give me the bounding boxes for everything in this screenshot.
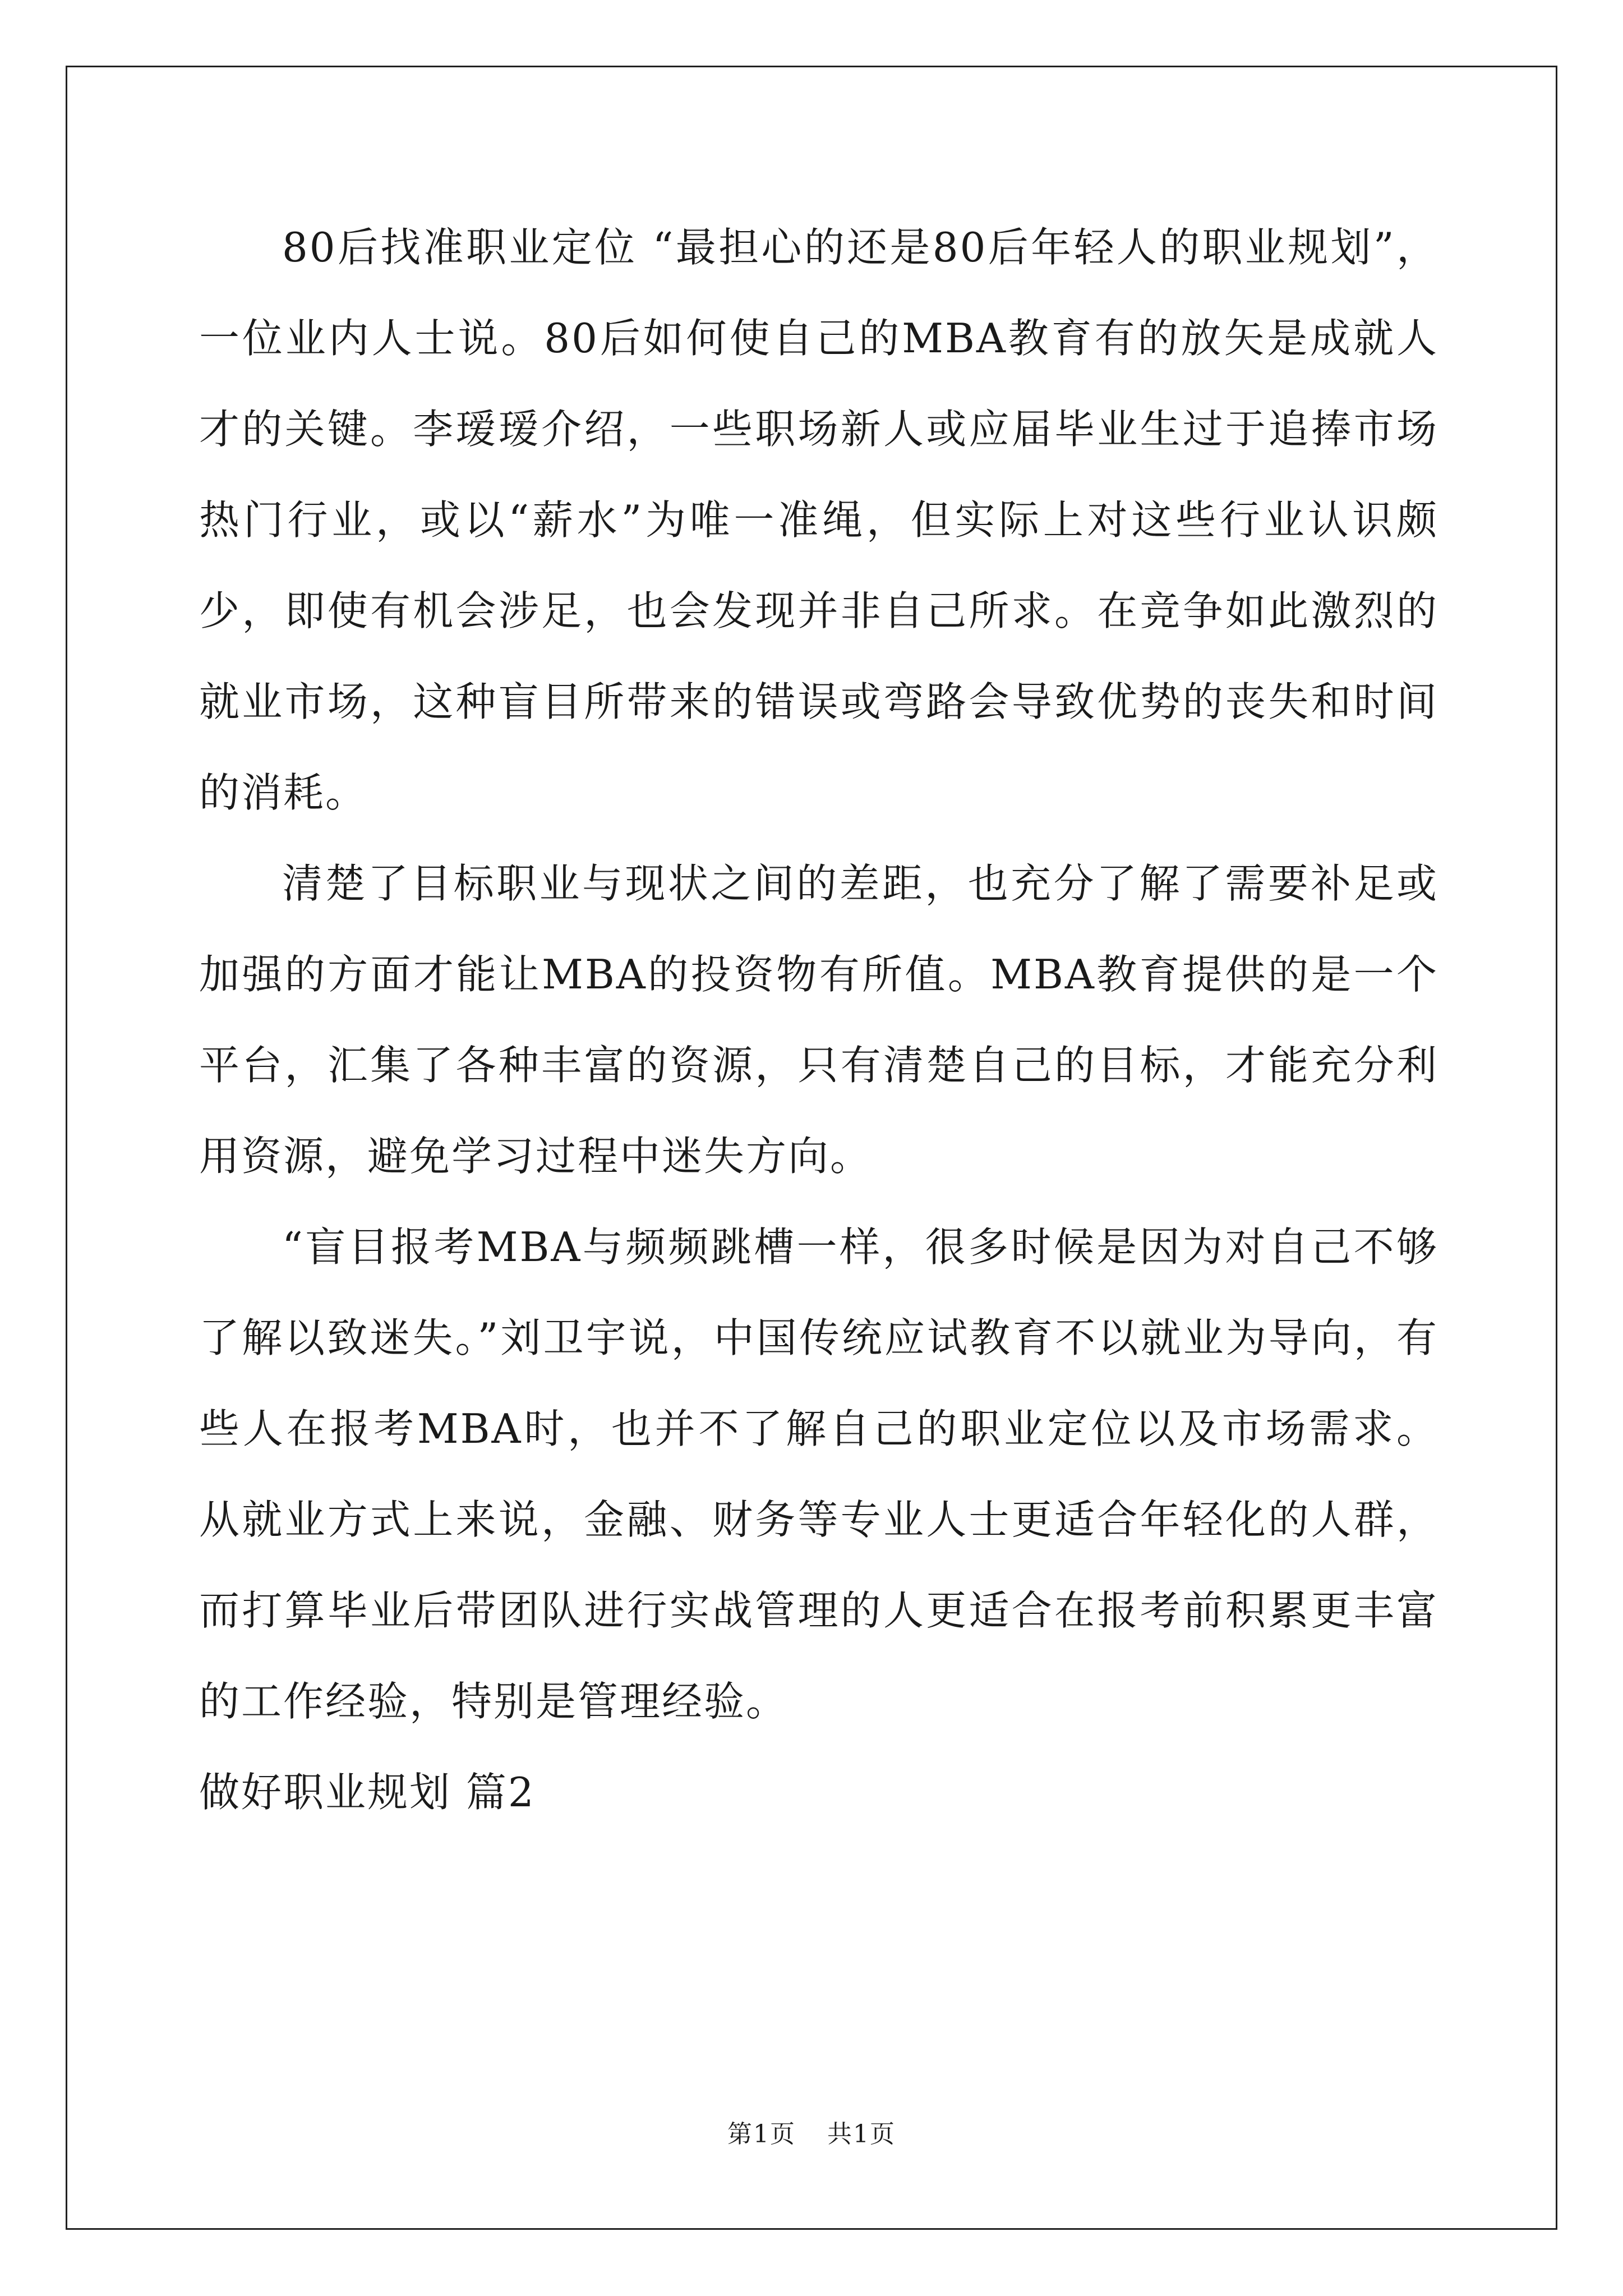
section-heading: 做好职业规划 篇2 xyxy=(199,1769,536,1816)
paragraph-1: 80后找准职业定位 “最担心的还是80后年轻人的职业规划”，一位业内人士说。80后如何使自己的MBA教育有的放矢是成就人才的关键。李瑷瑷介绍，一些职场新人或应届毕业生过于追捧市场热门行业，或以“薪水”为唯一准绳，但实际上对这些行业认识颇少，即使有机会涉足，也会发现并非自己所求。在竞争如此激烈的就业市场，这种盲目所带来的错误或弯路会导致优势的丧失和时间的消耗。 xyxy=(199,224,1438,816)
document-body xyxy=(199,202,1438,1838)
page-total: 共1页 xyxy=(827,2120,896,2148)
page-number: 第1页 xyxy=(727,2120,796,2148)
paragraph-2: 清楚了目标职业与现状之间的差距，也充分了解了需要补足或加强的方面才能让MBA的投资物有所值。MBA教育提供的是一个平台，汇集了各种丰富的资源，只有清楚自己的目标，才能充分利用资源，避免学习过程中迷失方向。 xyxy=(199,860,1438,1180)
page-footer xyxy=(0,2114,1623,2150)
paragraph-3: “盲目报考MBA与频频跳槽一样，很多时候是因为对自己不够了解以致迷失。”刘卫宇说，中国传统应试教育不以就业为导向，有些人在报考MBA时，也并不了解自己的职业定位以及市场需求。从就业方式上来说，金融、财务等专业人士更适合年轻化的人群，而打算毕业后带团队进行实战管理的人更适合在报考前积累更丰富的工作经验，特别是管理经验。 xyxy=(199,1223,1438,1725)
